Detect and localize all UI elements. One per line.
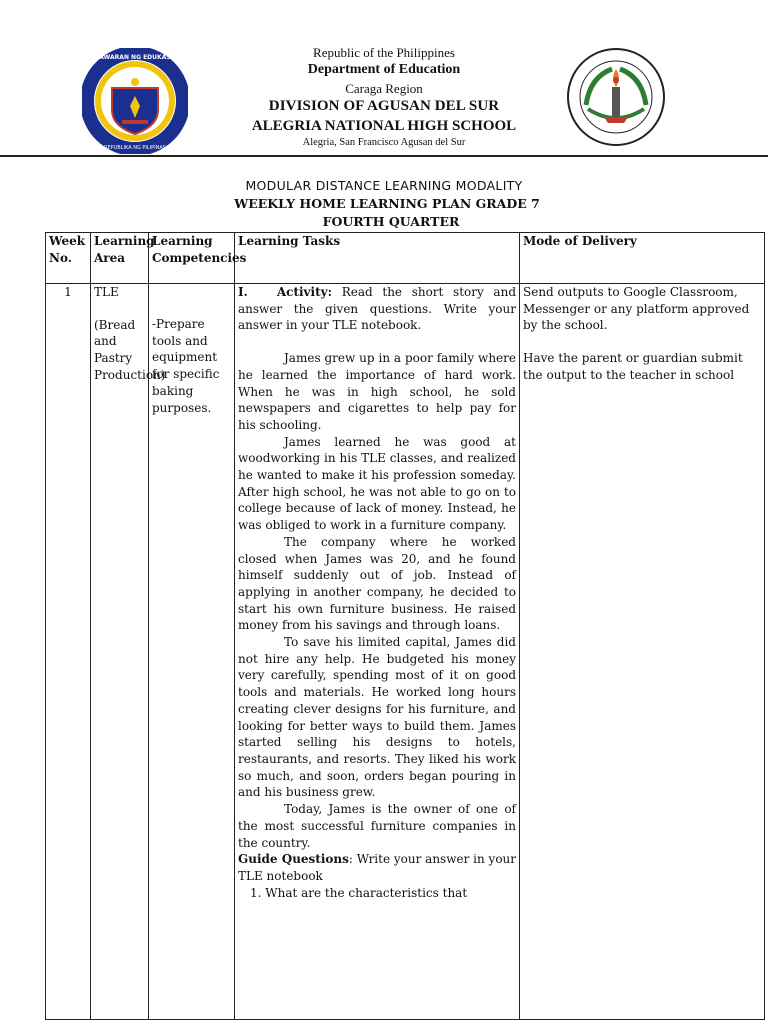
plan-titles <box>0 178 768 230</box>
header-learning-area: Learning Area <box>91 233 149 284</box>
story-paragraph: The company where he worked closed when James was 20, and he found himself suddenly out of job. Instead of applying in another company, he decided to start his own furniture business. He raised money from his savings and through loans. <box>238 534 516 633</box>
header-learning-tasks: Learning Tasks <box>235 233 520 284</box>
svg-text:KAGAWARAN NG EDUKASYON: KAGAWARAN NG EDUKASYON <box>85 54 185 61</box>
quarter-title: FOURTH QUARTER <box>322 214 460 229</box>
learning-area-cell <box>91 284 166 1020</box>
learning-area-title: TLE <box>94 285 119 299</box>
table-row <box>46 284 765 1020</box>
activity-number: I. <box>238 285 248 299</box>
svg-text:REPUBLIKA NG PILIPINAS: REPUBLIKA NG PILIPINAS <box>104 145 166 151</box>
republic-line: Republic of the Philippines <box>313 45 455 60</box>
story-paragraph: James grew up in a poor family where he learned the importance of hard work. When he was in high school, he sold newspapers and cigarettes to help pay for his schooling. <box>238 351 516 432</box>
region-line: Caraga Region <box>345 80 423 96</box>
learning-plan-table <box>45 232 765 1020</box>
competency-text: -Prepare tools and equipment for specific baking purposes. <box>152 317 220 415</box>
plan-title: WEEKLY HOME LEARNING PLAN GRADE 7 <box>234 196 540 211</box>
learning-area-subtitle: (Bread and Pastry Production) <box>94 317 166 382</box>
school-seal-icon <box>566 47 666 147</box>
table-header-row <box>46 233 765 284</box>
mode-of-delivery-cell <box>520 284 765 1020</box>
department-line: Department of Education <box>307 62 461 78</box>
story-paragraph: James learned he was good at woodworking in his TLE classes, and realized he wanted to make it his profession someday. After high school, he was not able to go on to college because of lack of money. Instead, he was obliged to work in a furniture company. <box>238 434 516 533</box>
mode-instruction-1: Send outputs to Google Classroom, Messenger or any platform approved by the school. <box>523 285 750 333</box>
header-week: Week No. <box>46 233 91 284</box>
story-paragraph: To save his limited capital, James did not hire any help. He budgeted his money very carefully, spending most of it on good tools and materials. He worked long hours creating clever designs for his furniture, and looking for better ways to build them. James started selling his designs to hotels, restaurants, and resorts. They liked his work so much, and soon, orders began pouring in and his business grew. <box>238 635 516 800</box>
mode-instruction-2: Have the parent or guardian submit the output to the teacher in school <box>523 351 743 382</box>
activity-heading: Activity: <box>276 285 333 299</box>
letterhead <box>0 38 768 156</box>
header-divider <box>0 155 768 157</box>
activity-paragraph <box>238 284 516 334</box>
division-line: DIVISION OF AGUSAN DEL SUR <box>268 97 500 114</box>
modality-title: MODULAR DISTANCE LEARNING MODALITY <box>245 178 523 193</box>
activity-instructions: Read the short story and answer the given questions. Write your answer in your TLE notebook. <box>238 285 516 333</box>
competency-cell <box>149 284 235 1020</box>
question-1: 1. What are the characteristics that <box>250 885 468 900</box>
address-line: Alegria, San Francisco Agusan del Sur <box>302 137 466 149</box>
header-competencies: Learning Competencies <box>149 233 235 284</box>
guide-questions <box>238 851 516 884</box>
header-mode-of-delivery: Mode of Delivery <box>520 233 765 284</box>
guide-questions-label: Guide Questions <box>238 852 349 867</box>
school-line: ALEGRIA NATIONAL HIGH SCHOOL <box>251 117 517 134</box>
guide-questions-text: : Write your answer in your TLE notebook <box>238 852 517 883</box>
learning-tasks-cell <box>235 284 520 1020</box>
week-number: 1 <box>46 284 91 1020</box>
story-paragraph: Today, James is the owner of one of the most successful furniture companies in the country. <box>238 802 516 850</box>
